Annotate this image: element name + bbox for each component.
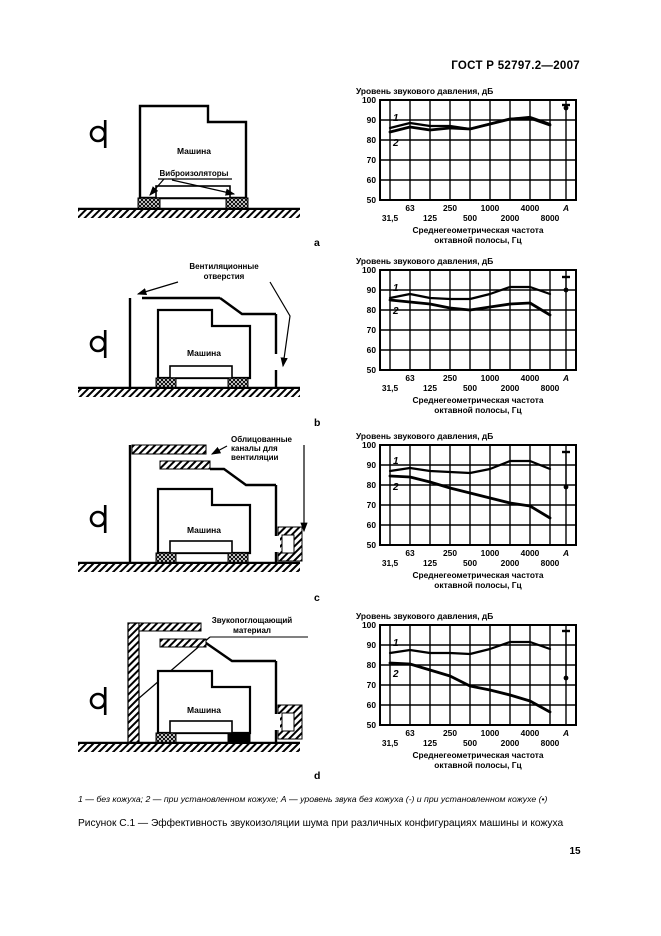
figure-legend: 1 — без кожуха; 2 — при установленном кожухе; А — уровень звука без кожуха (-) и при установленном кожухе (•) xyxy=(78,794,548,804)
y-tick-label: 70 xyxy=(366,500,376,510)
isolator-pad-right xyxy=(228,553,248,563)
x-tick-label: 63 xyxy=(405,373,415,383)
x-tick-label: 125 xyxy=(423,738,437,748)
y-tick-label: 70 xyxy=(366,680,376,690)
x-axis-label-line1: Среднегеометрическая частота xyxy=(412,750,544,760)
subfigure-label-b: b xyxy=(314,417,321,429)
x-tick-label-a: А xyxy=(562,373,570,383)
outlet-channel xyxy=(282,713,294,731)
lined-duct-inner xyxy=(160,461,210,469)
a-marker-dot xyxy=(564,288,569,293)
callout-line: отверстия xyxy=(203,272,245,281)
y-tick-label: 70 xyxy=(366,155,376,165)
y-tick-label: 60 xyxy=(366,700,376,710)
curve-label-2: 2 xyxy=(393,669,399,680)
machine-label: Машина xyxy=(186,525,222,535)
isolator-pad-right xyxy=(228,378,248,388)
x-tick-label: 8000 xyxy=(540,213,560,223)
callout-line: Виброизоляторы xyxy=(159,169,229,178)
figure-row-a xyxy=(0,86,661,256)
x-axis-label-line1: Среднегеометрическая частота xyxy=(412,225,544,235)
callout-arrow-duct xyxy=(212,446,227,454)
y-tick-label: 90 xyxy=(366,285,376,295)
x-tick-label: 1000 xyxy=(480,203,500,213)
x-tick-label-a: А xyxy=(562,203,570,213)
x-tick-label: 4000 xyxy=(520,373,540,383)
x-tick-label: 8000 xyxy=(540,383,560,393)
y-tick-label: 50 xyxy=(366,720,376,730)
y-tick-label: 100 xyxy=(362,265,376,275)
callout-arrow-left xyxy=(138,282,178,294)
figure-caption: Рисунок С.1 — Эффективность звукоизоляции шума при различных конфигурациях машины и кожуха xyxy=(78,818,564,829)
isolator-pad-right xyxy=(228,733,250,743)
x-tick-label: 63 xyxy=(405,203,415,213)
curve-label-2: 2 xyxy=(393,482,399,493)
x-tick-label: 1000 xyxy=(480,728,500,738)
x-tick-label: 250 xyxy=(443,373,457,383)
document-header: ГОСТ Р 52797.2—2007 xyxy=(451,60,580,72)
isolator-pad-left xyxy=(156,553,176,563)
machine-base xyxy=(170,721,232,733)
y-tick-label: 80 xyxy=(366,660,376,670)
x-tick-label: 4000 xyxy=(520,203,540,213)
microphone-symbol xyxy=(91,687,105,715)
y-tick-label: 60 xyxy=(366,345,376,355)
y-tick-label: 50 xyxy=(366,195,376,205)
page-number: 15 xyxy=(569,846,581,857)
x-tick-label: 31,5 xyxy=(381,738,399,748)
x-tick-label: 31,5 xyxy=(381,213,399,223)
microphone-symbol xyxy=(91,505,105,533)
x-tick-label: 8000 xyxy=(540,558,560,568)
ground-hatch xyxy=(78,210,300,218)
x-axis-label-line1: Среднегеометрическая частота xyxy=(412,570,544,580)
x-axis-label-line2: октавной полосы, Гц xyxy=(434,760,522,770)
figure-row-d xyxy=(0,611,661,791)
curve-label-1: 1 xyxy=(393,638,399,649)
machine-base xyxy=(170,541,232,553)
x-tick-label: 63 xyxy=(405,728,415,738)
x-tick-label: 2000 xyxy=(500,558,520,568)
y-tick-label: 90 xyxy=(366,640,376,650)
chart-title: Уровень звукового давления, дБ xyxy=(356,86,494,96)
outlet-opening xyxy=(271,714,280,730)
x-tick-label: 500 xyxy=(463,558,477,568)
x-tick-label: 2000 xyxy=(500,213,520,223)
isolator-pad-right xyxy=(226,198,248,209)
y-tick-label: 90 xyxy=(366,115,376,125)
figure-row-c xyxy=(0,431,661,611)
ground-hatch xyxy=(78,744,300,752)
outlet-channel xyxy=(282,535,294,553)
x-tick-label: 4000 xyxy=(520,548,540,558)
diagram-d-absorbing-lining xyxy=(74,613,314,763)
callout-line: материал xyxy=(233,626,271,635)
x-axis-label-line2: октавной полосы, Гц xyxy=(434,235,522,245)
x-tick-label: 1000 xyxy=(480,373,500,383)
callout-line: каналы для xyxy=(231,444,278,453)
ground-hatch xyxy=(78,389,300,397)
isolator-pad-left xyxy=(138,198,160,209)
machine-label: Машина xyxy=(176,146,212,156)
microphone-symbol xyxy=(91,330,105,358)
x-tick-label: 500 xyxy=(463,383,477,393)
machine-label: Машина xyxy=(186,705,222,715)
absorbing-ceiling xyxy=(139,623,201,631)
y-tick-label: 100 xyxy=(362,95,376,105)
y-tick-label: 50 xyxy=(366,540,376,550)
diagram-c-lined-ducts xyxy=(74,433,314,583)
curve-label-2: 2 xyxy=(393,138,399,149)
machine-label: Машина xyxy=(186,348,222,358)
diagram-a-machine-on-isolators xyxy=(74,100,314,230)
chart-plot xyxy=(356,611,576,770)
chart-title: Уровень звукового давления, дБ xyxy=(356,431,494,441)
outlet-opening xyxy=(271,536,280,552)
curve-label-1: 1 xyxy=(393,456,399,467)
absorbing-baffle xyxy=(160,639,206,647)
y-tick-label: 80 xyxy=(366,480,376,490)
x-tick-label: 125 xyxy=(423,213,437,223)
y-tick-label: 60 xyxy=(366,175,376,185)
x-tick-label: 250 xyxy=(443,548,457,558)
y-tick-label: 60 xyxy=(366,520,376,530)
x-tick-label: 31,5 xyxy=(381,558,399,568)
x-axis-label-line2: октавной полосы, Гц xyxy=(434,405,522,415)
x-tick-label-a: А xyxy=(562,728,570,738)
x-tick-label: 1000 xyxy=(480,548,500,558)
x-tick-label: 500 xyxy=(463,213,477,223)
y-tick-label: 50 xyxy=(366,365,376,375)
isolator-pad-left xyxy=(156,733,176,743)
chart-a-sound-pressure xyxy=(336,86,594,248)
x-tick-label: 125 xyxy=(423,558,437,568)
callout-line: Вентиляционные xyxy=(189,262,259,271)
x-tick-label-a: А xyxy=(562,548,570,558)
y-tick-label: 80 xyxy=(366,135,376,145)
y-tick-label: 80 xyxy=(366,305,376,315)
chart-plot xyxy=(356,86,576,245)
y-tick-label: 100 xyxy=(362,440,376,450)
x-tick-label: 250 xyxy=(443,203,457,213)
x-tick-label: 500 xyxy=(463,738,477,748)
x-tick-label: 8000 xyxy=(540,738,560,748)
chart-plot xyxy=(356,256,576,415)
callout-line: вентиляции xyxy=(231,453,279,462)
ground-hatch xyxy=(78,564,300,572)
a-marker-dot xyxy=(564,106,569,111)
x-tick-label: 125 xyxy=(423,383,437,393)
callout-arrow-right xyxy=(270,282,290,366)
isolator-pad-left xyxy=(156,378,176,388)
lined-duct-top xyxy=(132,445,206,454)
y-tick-label: 70 xyxy=(366,325,376,335)
x-axis-label-line1: Среднегеометрическая частота xyxy=(412,395,544,405)
x-tick-label: 4000 xyxy=(520,728,540,738)
x-tick-label: 31,5 xyxy=(381,383,399,393)
machine-base xyxy=(170,366,232,378)
x-axis-label-line2: октавной полосы, Гц xyxy=(434,580,522,590)
subfigure-label-a: a xyxy=(314,237,320,249)
subfigure-label-c: c xyxy=(314,592,320,604)
absorbing-wall xyxy=(128,623,139,743)
microphone-symbol xyxy=(91,120,105,148)
a-marker-dot xyxy=(564,676,569,681)
x-tick-label: 2000 xyxy=(500,738,520,748)
machine-base xyxy=(156,186,230,198)
figure-row-b xyxy=(0,256,661,431)
chart-c-sound-pressure xyxy=(336,431,594,593)
callout-line: Звукопоглощающий xyxy=(211,616,293,625)
x-tick-label: 250 xyxy=(443,728,457,738)
x-tick-label: 63 xyxy=(405,548,415,558)
chart-title: Уровень звукового давления, дБ xyxy=(356,611,494,621)
chart-b-sound-pressure xyxy=(336,256,594,418)
x-tick-label: 2000 xyxy=(500,383,520,393)
y-tick-label: 100 xyxy=(362,620,376,630)
callout-line: Облицованные xyxy=(231,435,292,444)
chart-d-sound-pressure xyxy=(336,611,594,773)
chart-plot xyxy=(356,431,576,590)
curve-label-1: 1 xyxy=(393,283,399,294)
y-tick-label: 90 xyxy=(366,460,376,470)
subfigure-label-d: d xyxy=(314,770,321,782)
chart-title: Уровень звукового давления, дБ xyxy=(356,256,494,266)
a-marker-dot xyxy=(564,485,569,490)
diagram-b-enclosure-vents xyxy=(74,260,314,405)
curve-label-2: 2 xyxy=(393,306,399,317)
curve-label-1: 1 xyxy=(393,113,399,124)
